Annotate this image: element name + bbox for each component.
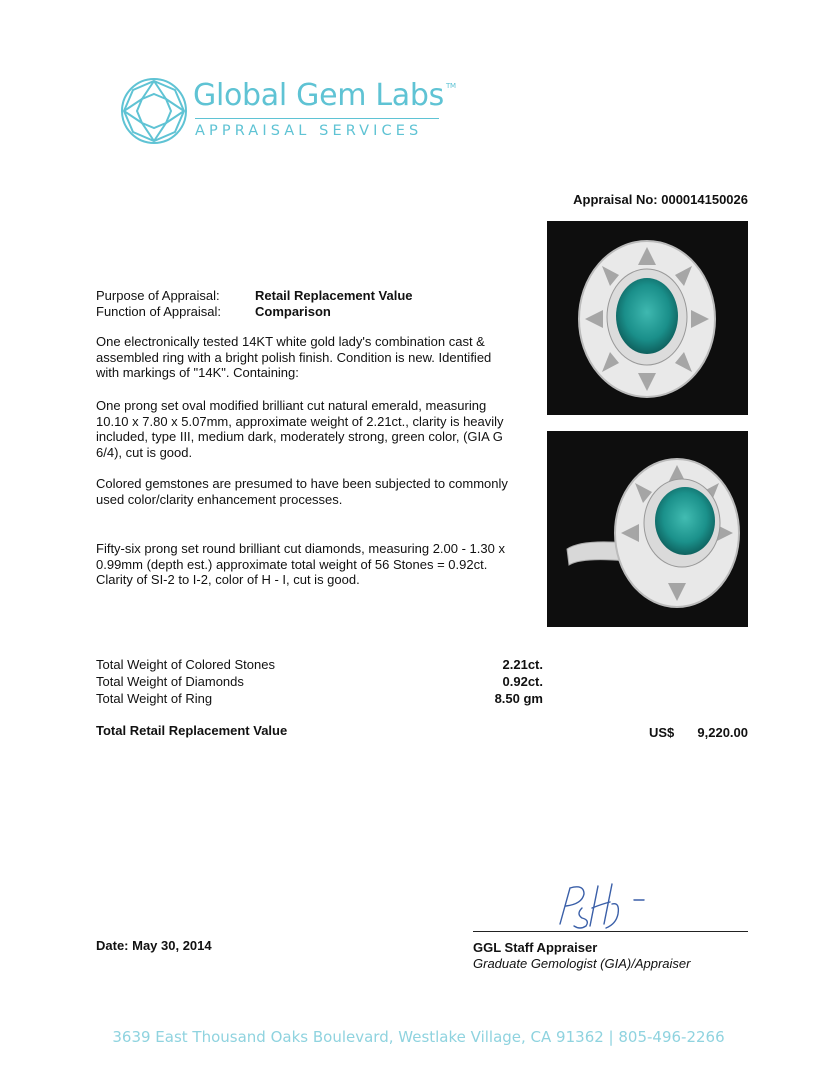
trademark-mark: TM — [445, 82, 456, 90]
weight-label-ring: Total Weight of Ring — [96, 691, 213, 706]
appraisal-date: Date: May 30, 2014 — [96, 938, 212, 953]
enhancement-note: Colored gemstones are presumed to have been subjected to commonly used color/clarity enhancement processes. — [96, 476, 508, 507]
appraiser-name: GGL Staff Appraiser — [473, 940, 598, 955]
diamond-description: Fifty-six prong set round brilliant cut diamonds, measuring 2.00 - 1.30 x 0.99mm (depth est.) approximate total weight of 56 Stones = 0.92ct. Clarity of SI-2 to I-2, color of H - I, cut is good. — [96, 541, 505, 587]
weight-value-colored: 2.21ct. — [502, 657, 543, 672]
appraiser-title: Graduate Gemologist (GIA)/Appraiser — [473, 956, 691, 971]
purpose-row — [96, 288, 413, 304]
footer-address: 3639 East Thousand Oaks Boulevard, Westlake Village, CA 91362 | 805-496-2266 — [112, 1028, 725, 1046]
purpose-value: Retail Replacement Value — [255, 288, 413, 303]
function-label: Function of Appraisal: — [96, 303, 222, 319]
diamond-icon — [119, 76, 189, 146]
appraisal-number: Appraisal No: 000014150026 — [573, 192, 748, 207]
total-label: Total Retail Replacement Value — [96, 723, 288, 738]
function-value: Comparison — [255, 303, 331, 319]
total-amount: 9,220.00 — [697, 725, 748, 740]
weight-label-diamonds: Total Weight of Diamonds — [96, 674, 244, 689]
logo-name: Global Gem Labs ™ — [193, 78, 456, 113]
weight-label-colored: Total Weight of Colored Stones — [96, 657, 275, 672]
purpose-block — [96, 288, 413, 319]
signature-line — [473, 931, 748, 932]
weight-value-ring: 8.50 gm — [494, 691, 543, 706]
signature-mark — [546, 874, 656, 934]
ring-photo-top — [547, 221, 748, 415]
ring-description: One electronically tested 14KT white gold lady's combination cast & assembled ring with a bright polish finish. Condition is new. Identified with markings of "14K". Containing: — [96, 334, 492, 380]
ring-photo-side — [547, 431, 748, 627]
logo-divider — [195, 118, 439, 119]
total-currency: US$ — [649, 725, 675, 740]
logo-subtitle: APPRAISAL SERVICES — [195, 123, 423, 139]
emerald-description: One prong set oval modified brilliant cut natural emerald, measuring 10.10 x 7.80 x 5.07mm, approximate weight of 2.21ct., clarity is heavily included, type III, medium dark, moderately strong, green color, (GIA G 6/4), cut is good. — [96, 398, 504, 460]
function-row — [96, 304, 413, 320]
weight-value-diamonds: 0.92ct. — [502, 674, 543, 689]
purpose-label: Purpose of Appraisal: — [96, 288, 220, 303]
